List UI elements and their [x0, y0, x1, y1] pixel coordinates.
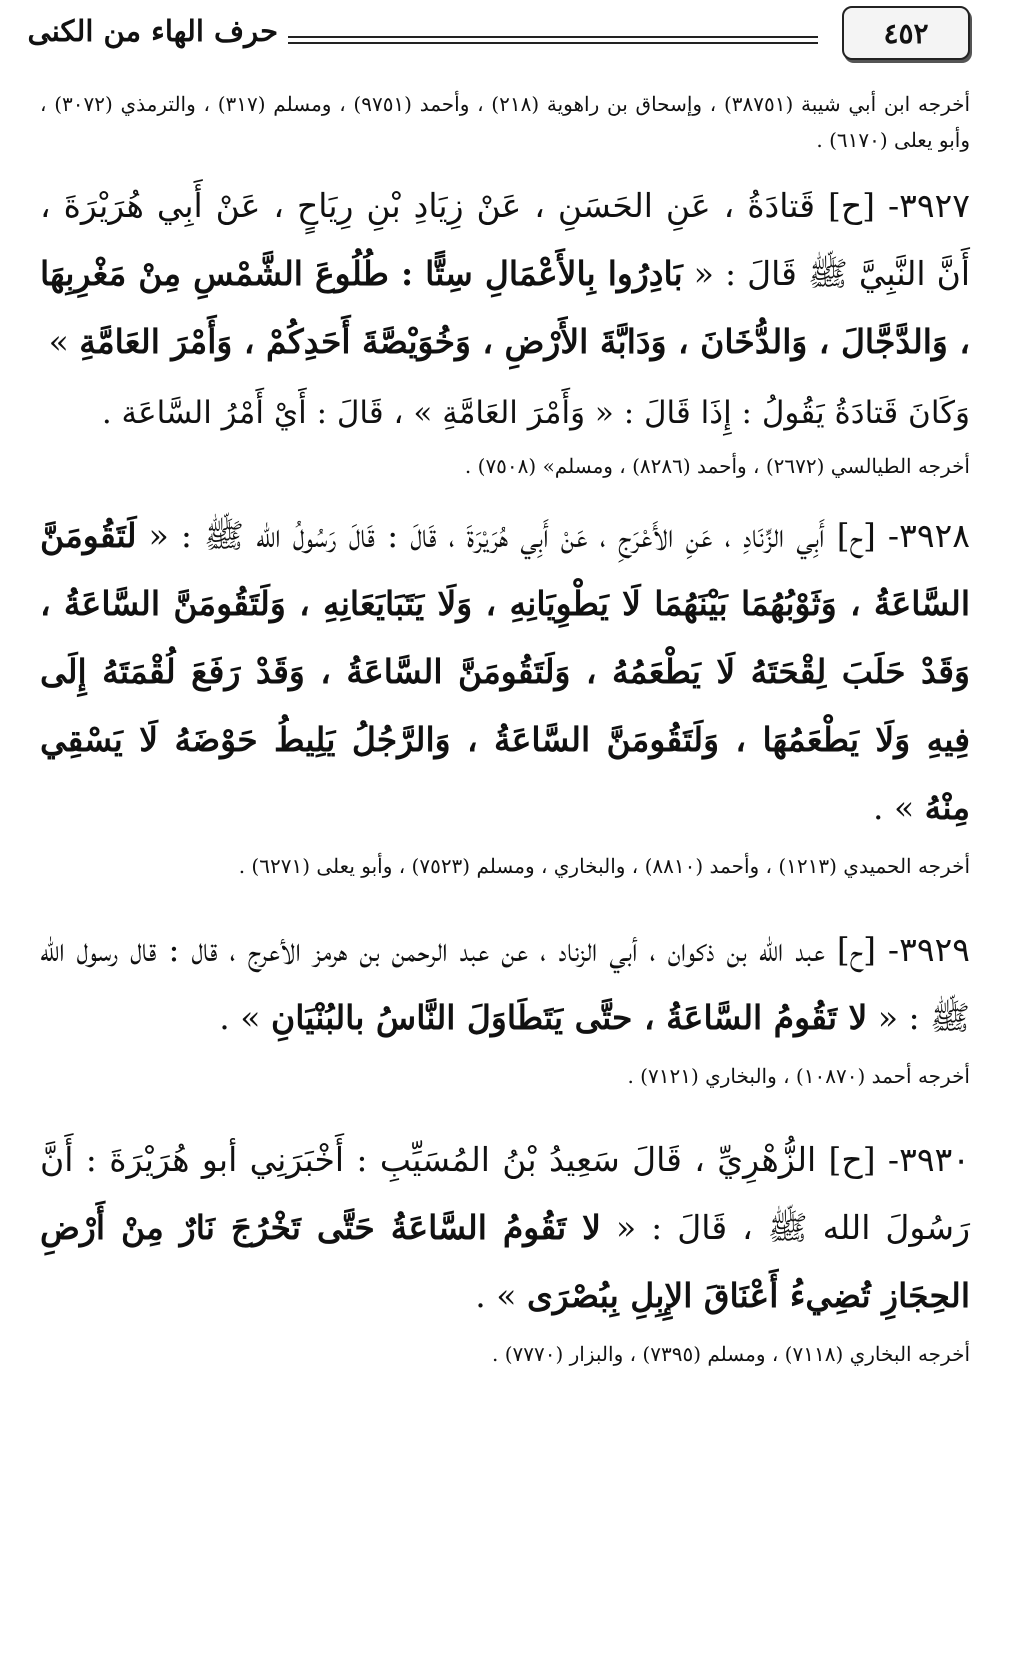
hadith-note: وَكَانَ قَتادَةُ يَقُولُ : إِذَا قَالَ : « وَأَمْرَ العَامَّةِ » ، قَالَ : أَيْ أَمْرُ السَّاعَة . [101, 395, 970, 431]
hadith-intro: ٣٩٢٩- [ح] عبد الله بن ذكوان ، أبي الزناد ، عن عبد الرحمن بن هرمز الأعرج ، قال : قال رسول الله ﷺ : « [40, 930, 970, 1037]
hadith-text: بَادِرُوا بِالأَعْمَالِ سِتًّا : طُلُوعَ الشَّمْسِ مِنْ مَغْرِبِهَا ، وَالدَّجَّالَ ، وَالدُّخَانَ ، وَدَابَّةَ الأَرْضِ ، وَخُوَيْصَّةَ أَحَدِكُمْ ، وَأَمْرَ العَامَّةِ [40, 254, 970, 361]
hadith-3928 [40, 502, 970, 842]
hadith-3930 [40, 1126, 970, 1330]
footnote: أخرجه ابن أبي شيبة (٣٨٧٥١) ، وإسحاق بن راهوية (٢١٨) ، وأحمد (٩٧٥١) ، ومسلم (٣١٧) ، والترمذي (٣٠٧٢) ، وأبو يعلى (٦١٧٠) . [40, 92, 971, 152]
page-content [40, 86, 970, 1372]
hadith-intro: ٣٩٢٨- [ح] أَبِي الزِّنَادِ ، عَنِ الأَعْرَجِ ، عَنْ أَبِي هُرَيْرَةَ ، قَالَ : قَالَ رَسُولُ الله ﷺ : « [136, 516, 970, 555]
hadith-intro: ٣٩٣٠- [ح] الزُّهْرِيِّ ، قَالَ سَعِيدُ بْنُ المُسَيِّبِ : أَخْبَرَنِي أبو هُرَيْرَةَ : أَنَّ رَسُولَ الله ﷺ ، قَالَ : « [40, 1140, 971, 1247]
hadith-outro: » . [219, 998, 271, 1037]
hadith-text: لَتَقُومَنَّ السَّاعَةُ ، وَثَوْبُهُمَا بَيْنَهُمَا لَا يَطْوِيَانِهِ ، وَلَا يَتَبَايَعَانِهِ ، وَلَتَقُومَنَّ السَّاعَةُ ، وَقَدْ حَلَبَ لِقْحَتَهُ لَا يَطْعَمُهُ ، وَلَتَقُومَنَّ السَّاعَةُ ، وَقَدْ رَفَعَ لُقْمَتَهُ إِلَى فِيهِ وَلَا يَطْعَمُهَا ، وَلَتَقُومَنَّ السَّاعَةُ ، وَالرَّجُلُ يَلِيطُ حَوْضَهُ لَا يَسْقِي مِنْهُ [40, 516, 970, 827]
hadith-text: لا تَقُومُ السَّاعَةُ ، حتَّى يَتَطَاوَلَ النَّاسُ بالبُنْيَانِ [270, 998, 868, 1037]
hadith-3929 [40, 916, 970, 1052]
header-rule [288, 42, 818, 44]
hadith-text: لا تَقُومُ السَّاعَةُ حَتَّى تَخْرُجَ نَارٌ مِنْ أَرْضِ الحِجَازِ تُضِيءُ أَعْنَاقَ الإِبِلِ بِبُصْرَى [40, 1208, 970, 1315]
chapter-title: حرف الهاء من الكنى [27, 14, 278, 48]
page-header [0, 0, 1010, 70]
page-number: ٤٥٢ [842, 6, 970, 60]
header-rule [288, 36, 818, 38]
hadith-intro: ٣٩٢٧- [ح] قَتادَةُ ، عَنِ الحَسَنِ ، عَنْ زِيَادِ بْنِ رِيَاحٍ ، عَنْ أَبِي هُرَيْرَةَ ، أَنَّ النَّبِيَّ ﷺ قَالَ : « [40, 186, 970, 293]
footnote: أخرجه الحميدي (١٢١٣) ، وأحمد (٨٨١٠) ، والبخاري ، ومسلم (٧٥٢٣) ، وأبو يعلى (٦٢٧١) . [238, 854, 970, 878]
hadith-outro: » . [475, 1276, 527, 1315]
footnote: أخرجه أحمد (١٠٨٧٠) ، والبخاري (٧١٢١) . [627, 1064, 970, 1088]
hadith-outro: » [48, 322, 80, 361]
footnote: أخرجه الطيالسي (٢٦٧٢) ، وأحمد (٨٢٨٦) ، ومسلم» (٧٥٠٨) . [464, 454, 970, 478]
hadith-3927 [40, 172, 970, 376]
footnote: أخرجه البخاري (٧١١٨) ، ومسلم (٧٣٩٥) ، والبزار (٧٧٧٠) . [491, 1342, 970, 1366]
hadith-outro: » . [873, 788, 925, 827]
